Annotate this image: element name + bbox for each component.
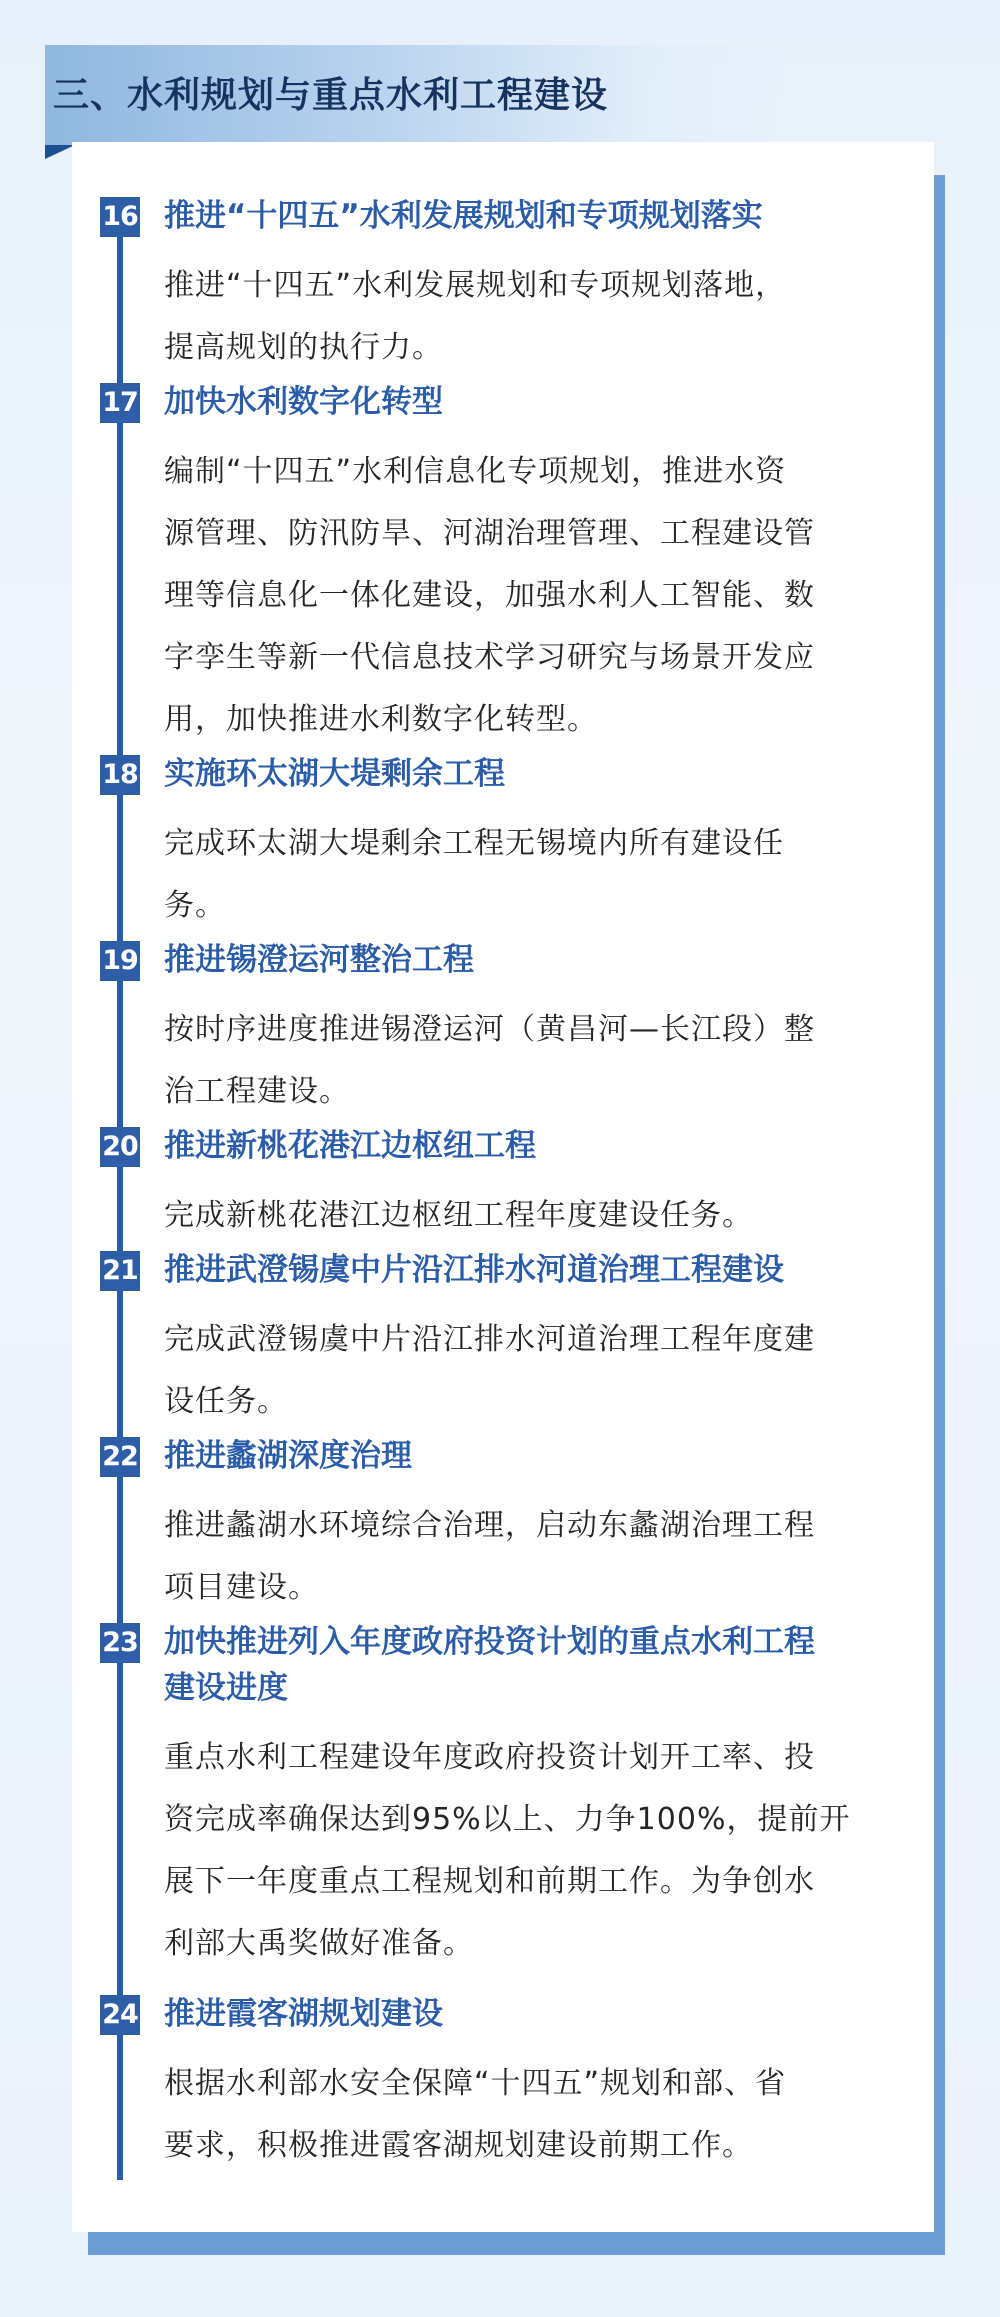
- task-item-19: [100, 937, 920, 1123]
- section-header-banner: [45, 45, 785, 145]
- item-title: 推进锡澄运河整治工程: [164, 942, 474, 978]
- item-body: 按时序进度推进锡澄运河（黄昌河—长江段）整 治工程建设。: [164, 1012, 815, 1109]
- header-fold-decoration: [45, 145, 75, 159]
- item-number-badge: 17: [100, 383, 140, 423]
- item-body: 完成环太湖大堤剩余工程无锡境内所有建设任 务。: [164, 826, 784, 923]
- item-number-badge: 18: [100, 755, 140, 795]
- item-number-badge: 19: [100, 941, 140, 981]
- item-number-badge: 23: [100, 1623, 140, 1663]
- item-title: 推进霞客湖规划建设: [164, 1996, 443, 2032]
- item-body: 编制“十四五”水利信息化专项规划，推进水资 源管理、防汛防旱、河湖治理管理、工程建设管 理等信息化一体化建设，加强水利人工智能、数 字孪生等新一代信息技术学习研究与场景开发应 用，加快推进水利数字化转型。: [164, 454, 815, 737]
- item-title: 推进新桃花港江边枢纽工程: [164, 1128, 536, 1164]
- section-title: 三、水利规划与重点水利工程建设: [53, 75, 609, 116]
- item-body: 完成新桃花港江边枢纽工程年度建设任务。: [164, 1198, 753, 1233]
- item-title: 加快水利数字化转型: [164, 384, 443, 420]
- task-item-22: [100, 1433, 920, 1619]
- task-item-21: [100, 1247, 920, 1433]
- item-title: 推进“十四五”水利发展规划和专项规划落实: [164, 198, 763, 234]
- task-item-24: [100, 1991, 920, 2177]
- item-title: 实施环太湖大堤剩余工程: [164, 756, 505, 792]
- item-number-badge: 16: [100, 197, 140, 237]
- item-number-badge: 20: [100, 1127, 140, 1167]
- item-number-badge: 22: [100, 1437, 140, 1477]
- task-item-17: [100, 379, 920, 751]
- item-body: 推进“十四五”水利发展规划和专项规划落地， 提高规划的执行力。: [164, 268, 787, 365]
- item-body: 重点水利工程建设年度政府投资计划开工率、投 资完成率确保达到95%以上、力争100%，提前开 展下一年度重点工程规划和前期工作。为争创水 利部大禹奖做好准备。: [164, 1740, 851, 1961]
- item-title: 加快推进列入年度政府投资计划的重点水利工程 建设进度: [164, 1624, 815, 1706]
- item-title: 推进蠡湖深度治理: [164, 1438, 412, 1474]
- item-title: 推进武澄锡虞中片沿江排水河道治理工程建设: [164, 1252, 784, 1288]
- item-body: 完成武澄锡虞中片沿江排水河道治理工程年度建 设任务。: [164, 1322, 815, 1419]
- task-item-16: [100, 193, 920, 379]
- task-item-23: [100, 1619, 920, 1975]
- item-body: 推进蠡湖水环境综合治理，启动东蠡湖治理工程 项目建设。: [164, 1508, 815, 1605]
- task-item-18: [100, 751, 920, 937]
- item-number-badge: 21: [100, 1251, 140, 1291]
- task-item-20: [100, 1123, 920, 1247]
- item-number-badge: 24: [100, 1995, 140, 2035]
- item-body: 根据水利部水安全保障“十四五”规划和部、省 要求，积极推进霞客湖规划建设前期工作。: [164, 2066, 787, 2163]
